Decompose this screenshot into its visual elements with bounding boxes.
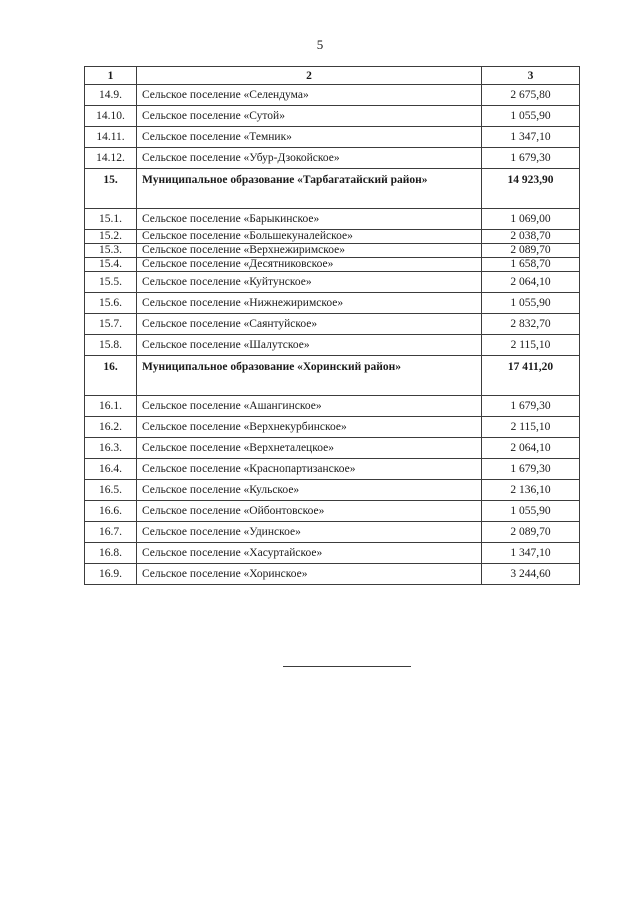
table-row (85, 356, 580, 396)
table-row (85, 209, 580, 230)
row-name: Сельское поселение «Большекуналейское» (137, 230, 482, 244)
row-number: 14.12. (85, 148, 137, 169)
row-name: Сельское поселение «Барыкинское» (137, 209, 482, 230)
row-name: Сельское поселение «Хоринское» (137, 564, 482, 585)
table-row (85, 169, 580, 209)
table-row (85, 417, 580, 438)
table-row (85, 258, 580, 272)
row-number: 16.8. (85, 543, 137, 564)
table-row (85, 230, 580, 244)
row-number: 14.11. (85, 127, 137, 148)
table-row (85, 438, 580, 459)
row-value: 1 658,70 (482, 258, 580, 272)
row-number: 15.6. (85, 293, 137, 314)
row-name: Сельское поселение «Верхнеталецкое» (137, 438, 482, 459)
table-row (85, 522, 580, 543)
row-value: 1 679,30 (482, 148, 580, 169)
table-row (85, 106, 580, 127)
row-number: 16.6. (85, 501, 137, 522)
column-header-name: 2 (137, 67, 482, 85)
row-value: 2 115,10 (482, 335, 580, 356)
table-row (85, 127, 580, 148)
column-header-number: 1 (85, 67, 137, 85)
row-name: Сельское поселение «Темник» (137, 127, 482, 148)
row-name: Муниципальное образование «Тарбагатайский район» (137, 169, 482, 209)
row-name: Сельское поселение «Селендума» (137, 85, 482, 106)
row-value: 2 675,80 (482, 85, 580, 106)
table-row (85, 564, 580, 585)
row-value: 1 347,10 (482, 543, 580, 564)
table-row (85, 480, 580, 501)
row-name: Сельское поселение «Верхнекурбинское» (137, 417, 482, 438)
row-value: 2 089,70 (482, 522, 580, 543)
table-row (85, 293, 580, 314)
row-number: 15. (85, 169, 137, 209)
row-value: 1 347,10 (482, 127, 580, 148)
row-number: 16.7. (85, 522, 137, 543)
row-name: Сельское поселение «Ойбонтовское» (137, 501, 482, 522)
row-number: 14.10. (85, 106, 137, 127)
row-number: 14.9. (85, 85, 137, 106)
row-name: Сельское поселение «Убур-Дзокойское» (137, 148, 482, 169)
row-name: Сельское поселение «Шалутское» (137, 335, 482, 356)
row-name: Сельское поселение «Куйтунское» (137, 272, 482, 293)
row-value: 1 055,90 (482, 501, 580, 522)
row-value: 2 136,10 (482, 480, 580, 501)
table-row (85, 272, 580, 293)
row-number: 15.4. (85, 258, 137, 272)
allocation-table (84, 66, 580, 585)
row-name: Сельское поселение «Нижнежиримское» (137, 293, 482, 314)
page-number: 5 (316, 37, 324, 52)
row-number: 16.3. (85, 438, 137, 459)
row-name: Сельское поселение «Сутой» (137, 106, 482, 127)
row-name: Сельское поселение «Саянтуйское» (137, 314, 482, 335)
table-row (85, 501, 580, 522)
row-number: 16.9. (85, 564, 137, 585)
row-value: 14 923,90 (482, 169, 580, 209)
table-row (85, 335, 580, 356)
row-number: 15.5. (85, 272, 137, 293)
table-row (85, 85, 580, 106)
row-value: 2 115,10 (482, 417, 580, 438)
row-value: 1 055,90 (482, 293, 580, 314)
row-number: 15.2. (85, 230, 137, 244)
row-name: Сельское поселение «Краснопартизанское» (137, 459, 482, 480)
row-value: 1 055,90 (482, 106, 580, 127)
row-value: 1 679,30 (482, 396, 580, 417)
row-name: Сельское поселение «Ашангинское» (137, 396, 482, 417)
row-value: 2 089,70 (482, 244, 580, 258)
row-name: Сельское поселение «Верхнежиримское» (137, 244, 482, 258)
table-row (85, 459, 580, 480)
table-row (85, 314, 580, 335)
row-name: Сельское поселение «Хасуртайское» (137, 543, 482, 564)
row-number: 16.2. (85, 417, 137, 438)
row-number: 15.3. (85, 244, 137, 258)
row-value: 1 679,30 (482, 459, 580, 480)
row-value: 2 038,70 (482, 230, 580, 244)
row-name: Муниципальное образование «Хоринский район» (137, 356, 482, 396)
row-number: 15.1. (85, 209, 137, 230)
table-row (85, 148, 580, 169)
row-number: 16.1. (85, 396, 137, 417)
row-number: 15.8. (85, 335, 137, 356)
table-row (85, 244, 580, 258)
table-body (85, 85, 580, 585)
row-value: 17 411,20 (482, 356, 580, 396)
row-number: 16.4. (85, 459, 137, 480)
row-number: 15.7. (85, 314, 137, 335)
row-name: Сельское поселение «Удинское» (137, 522, 482, 543)
table-header-row (85, 67, 580, 85)
row-number: 16.5. (85, 480, 137, 501)
row-value: 1 069,00 (482, 209, 580, 230)
row-value: 2 064,10 (482, 438, 580, 459)
row-name: Сельское поселение «Десятниковское» (137, 258, 482, 272)
table-row (85, 396, 580, 417)
row-value: 2 064,10 (482, 272, 580, 293)
row-number: 16. (85, 356, 137, 396)
row-value: 3 244,60 (482, 564, 580, 585)
table-row (85, 543, 580, 564)
column-header-value: 3 (482, 67, 580, 85)
row-value: 2 832,70 (482, 314, 580, 335)
row-name: Сельское поселение «Кульское» (137, 480, 482, 501)
end-divider-line (283, 666, 411, 667)
